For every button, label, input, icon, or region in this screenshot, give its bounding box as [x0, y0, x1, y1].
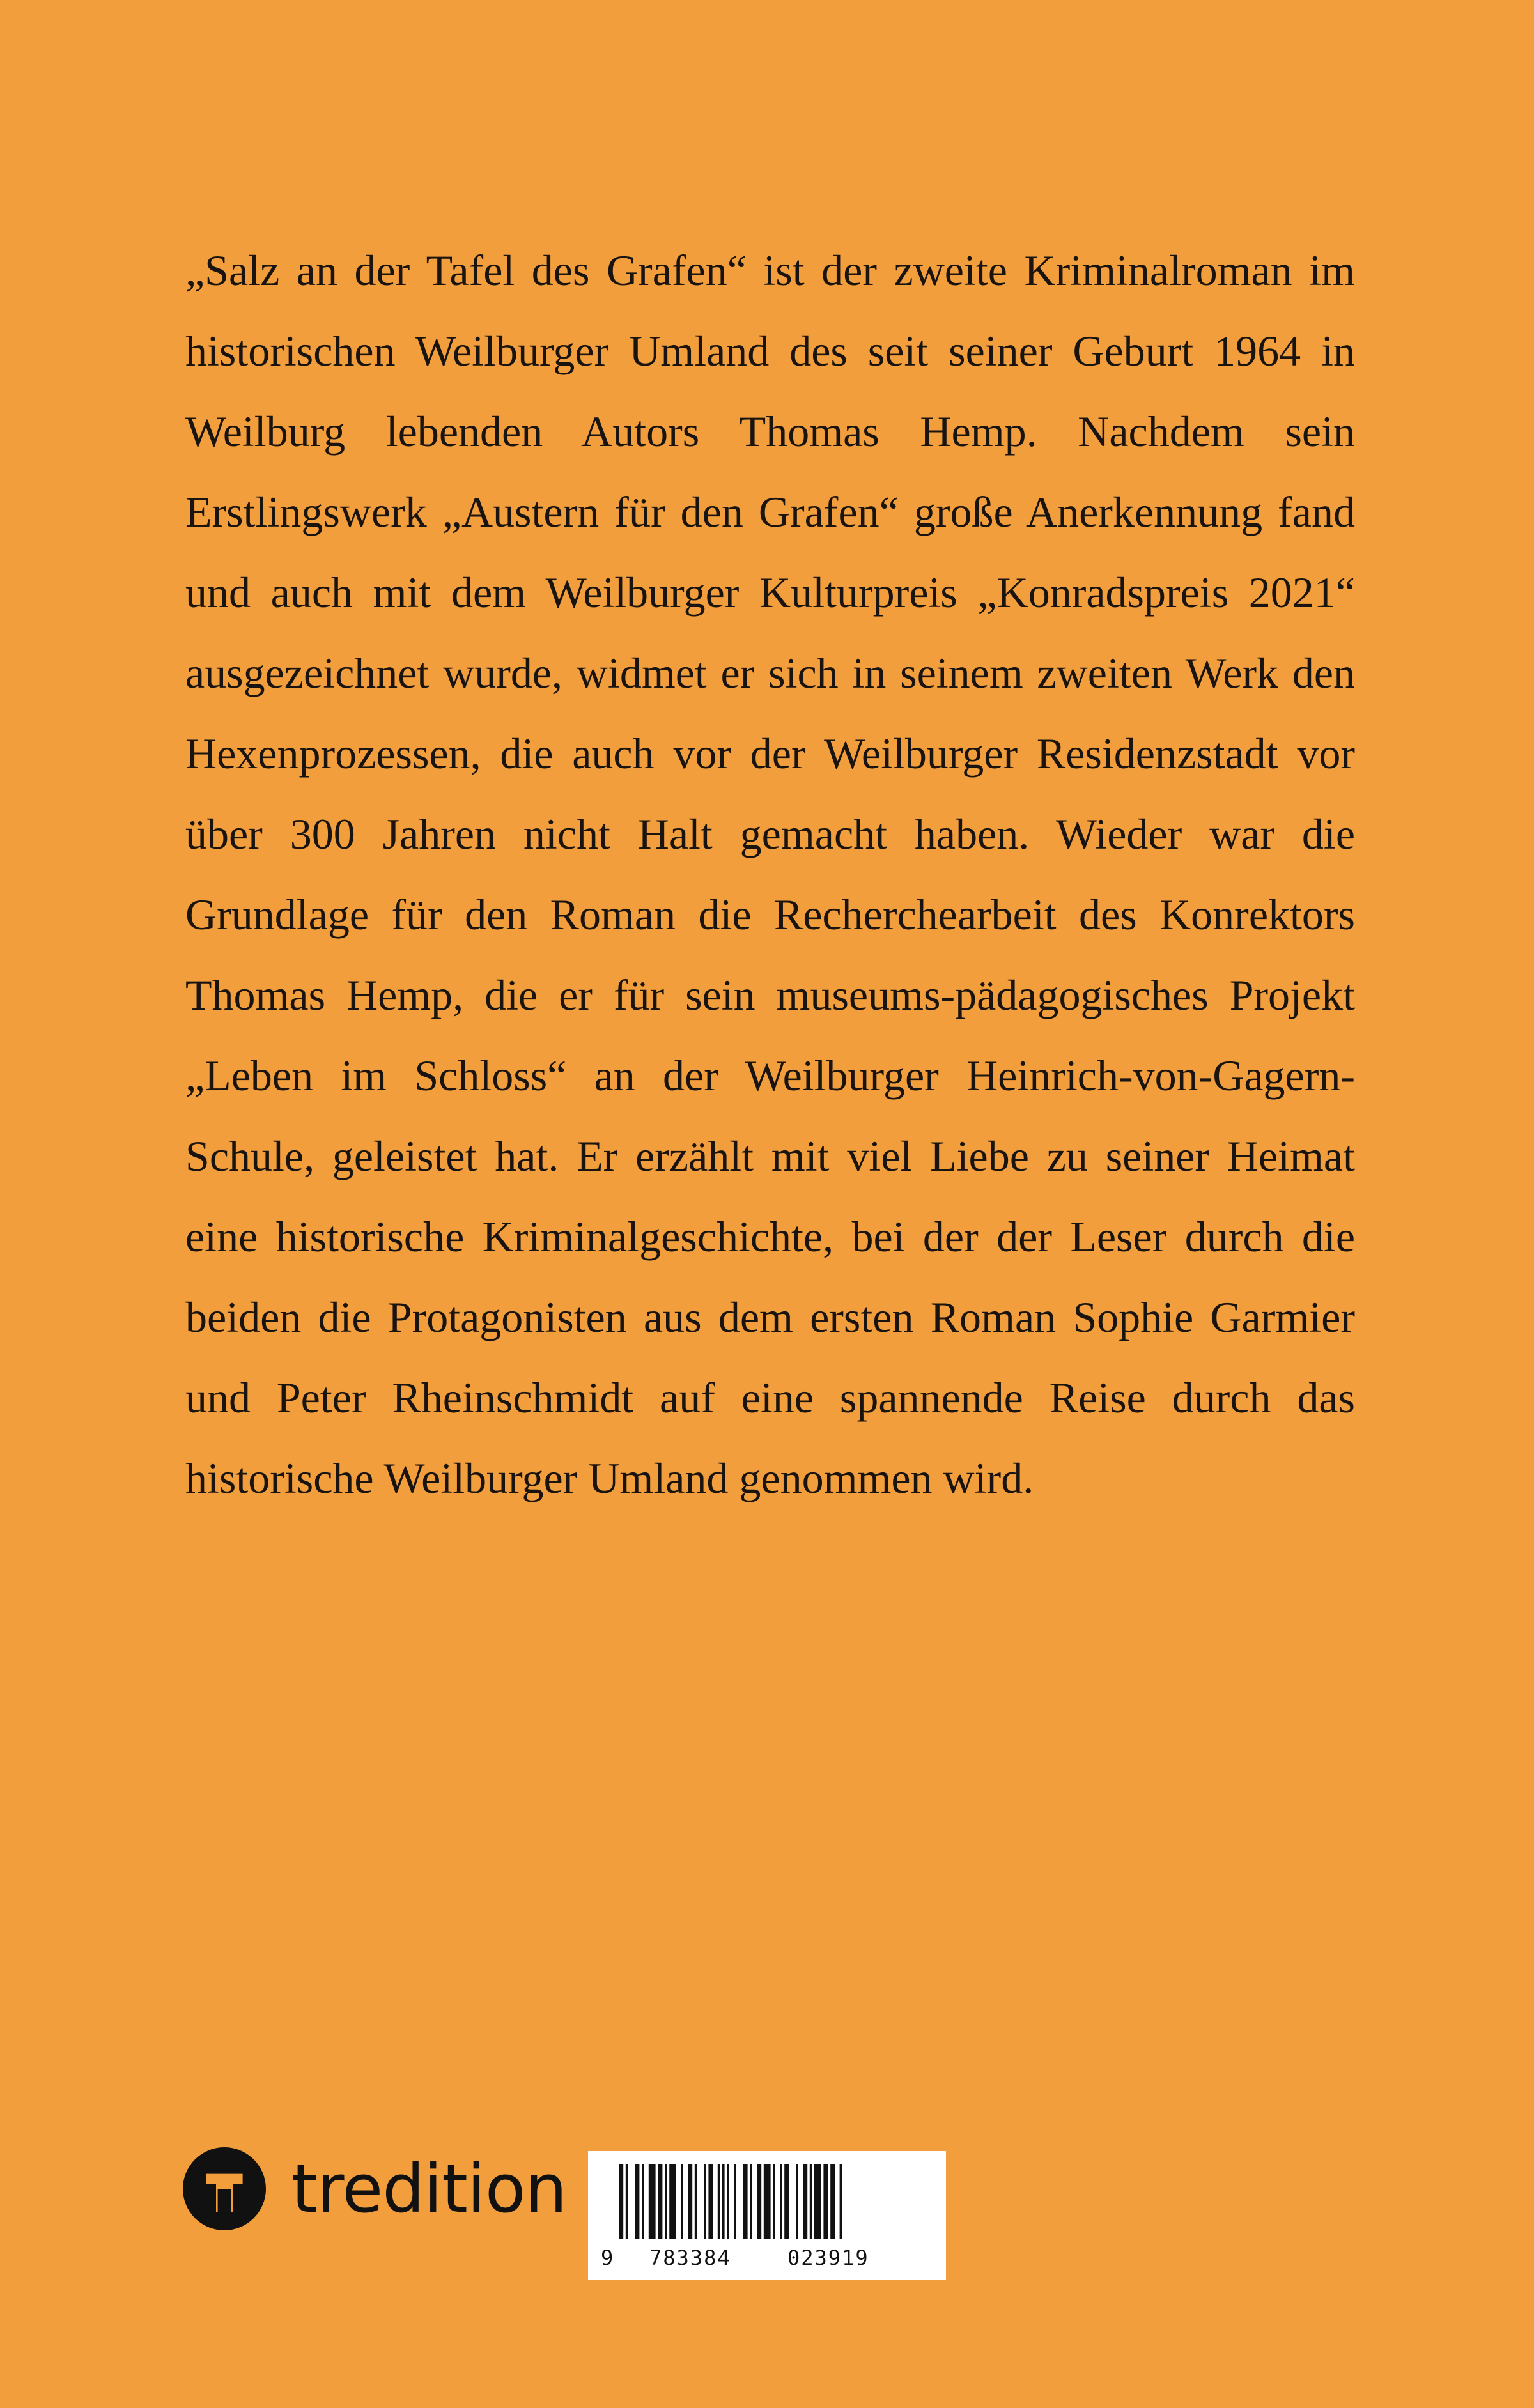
barcode-bars	[588, 2151, 946, 2280]
publisher-name: tredition	[291, 2150, 567, 2228]
barcode-digit-lead: 9	[601, 2246, 615, 2270]
blurb-text: „Salz an der Tafel des Grafen“ ist der zweite Kriminalroman im historischen Weilburger Umland des seit seiner Geburt 1964 in Weilburg lebenden Autors Thomas Hemp. Nachdem sein Erstlingswerk „Austern für den Grafen“ große Anerkennung fand und auch mit dem Weilburger Kulturpreis „Konradspreis 2021“ ausgezeichnet wurde, widmet er sich in seinem zweiten Werk den Hexenprozessen, die auch vor der Weilburger Residenzstadt vor über 300 Jahren nicht Halt gemacht haben. Wieder war die Grundlage für den Roman die Recherchearbeit des Konrektors Thomas Hemp, die er für sein museums-pädagogisches Projekt „Leben im Schloss“ an der Weilburger Heinrich-von-Gagern-Schule, geleistet hat. Er erzählt mit viel Liebe zu seiner Heimat eine historische Kriminalgeschichte, bei der der Leser durch die beiden die Protagonisten aus dem ersten Roman Sophie Garmier und Peter Rheinschmidt auf eine spannende Reise durch das historische Weilburger Umland genommen wird.	[185, 246, 1355, 1502]
publisher-logo	[183, 2141, 566, 2237]
tredition-logo-icon	[183, 2147, 266, 2230]
barcode-digits-left: 783384	[649, 2246, 731, 2270]
isbn-barcode	[588, 2151, 946, 2280]
barcode-digits-right: 023919	[787, 2246, 869, 2270]
